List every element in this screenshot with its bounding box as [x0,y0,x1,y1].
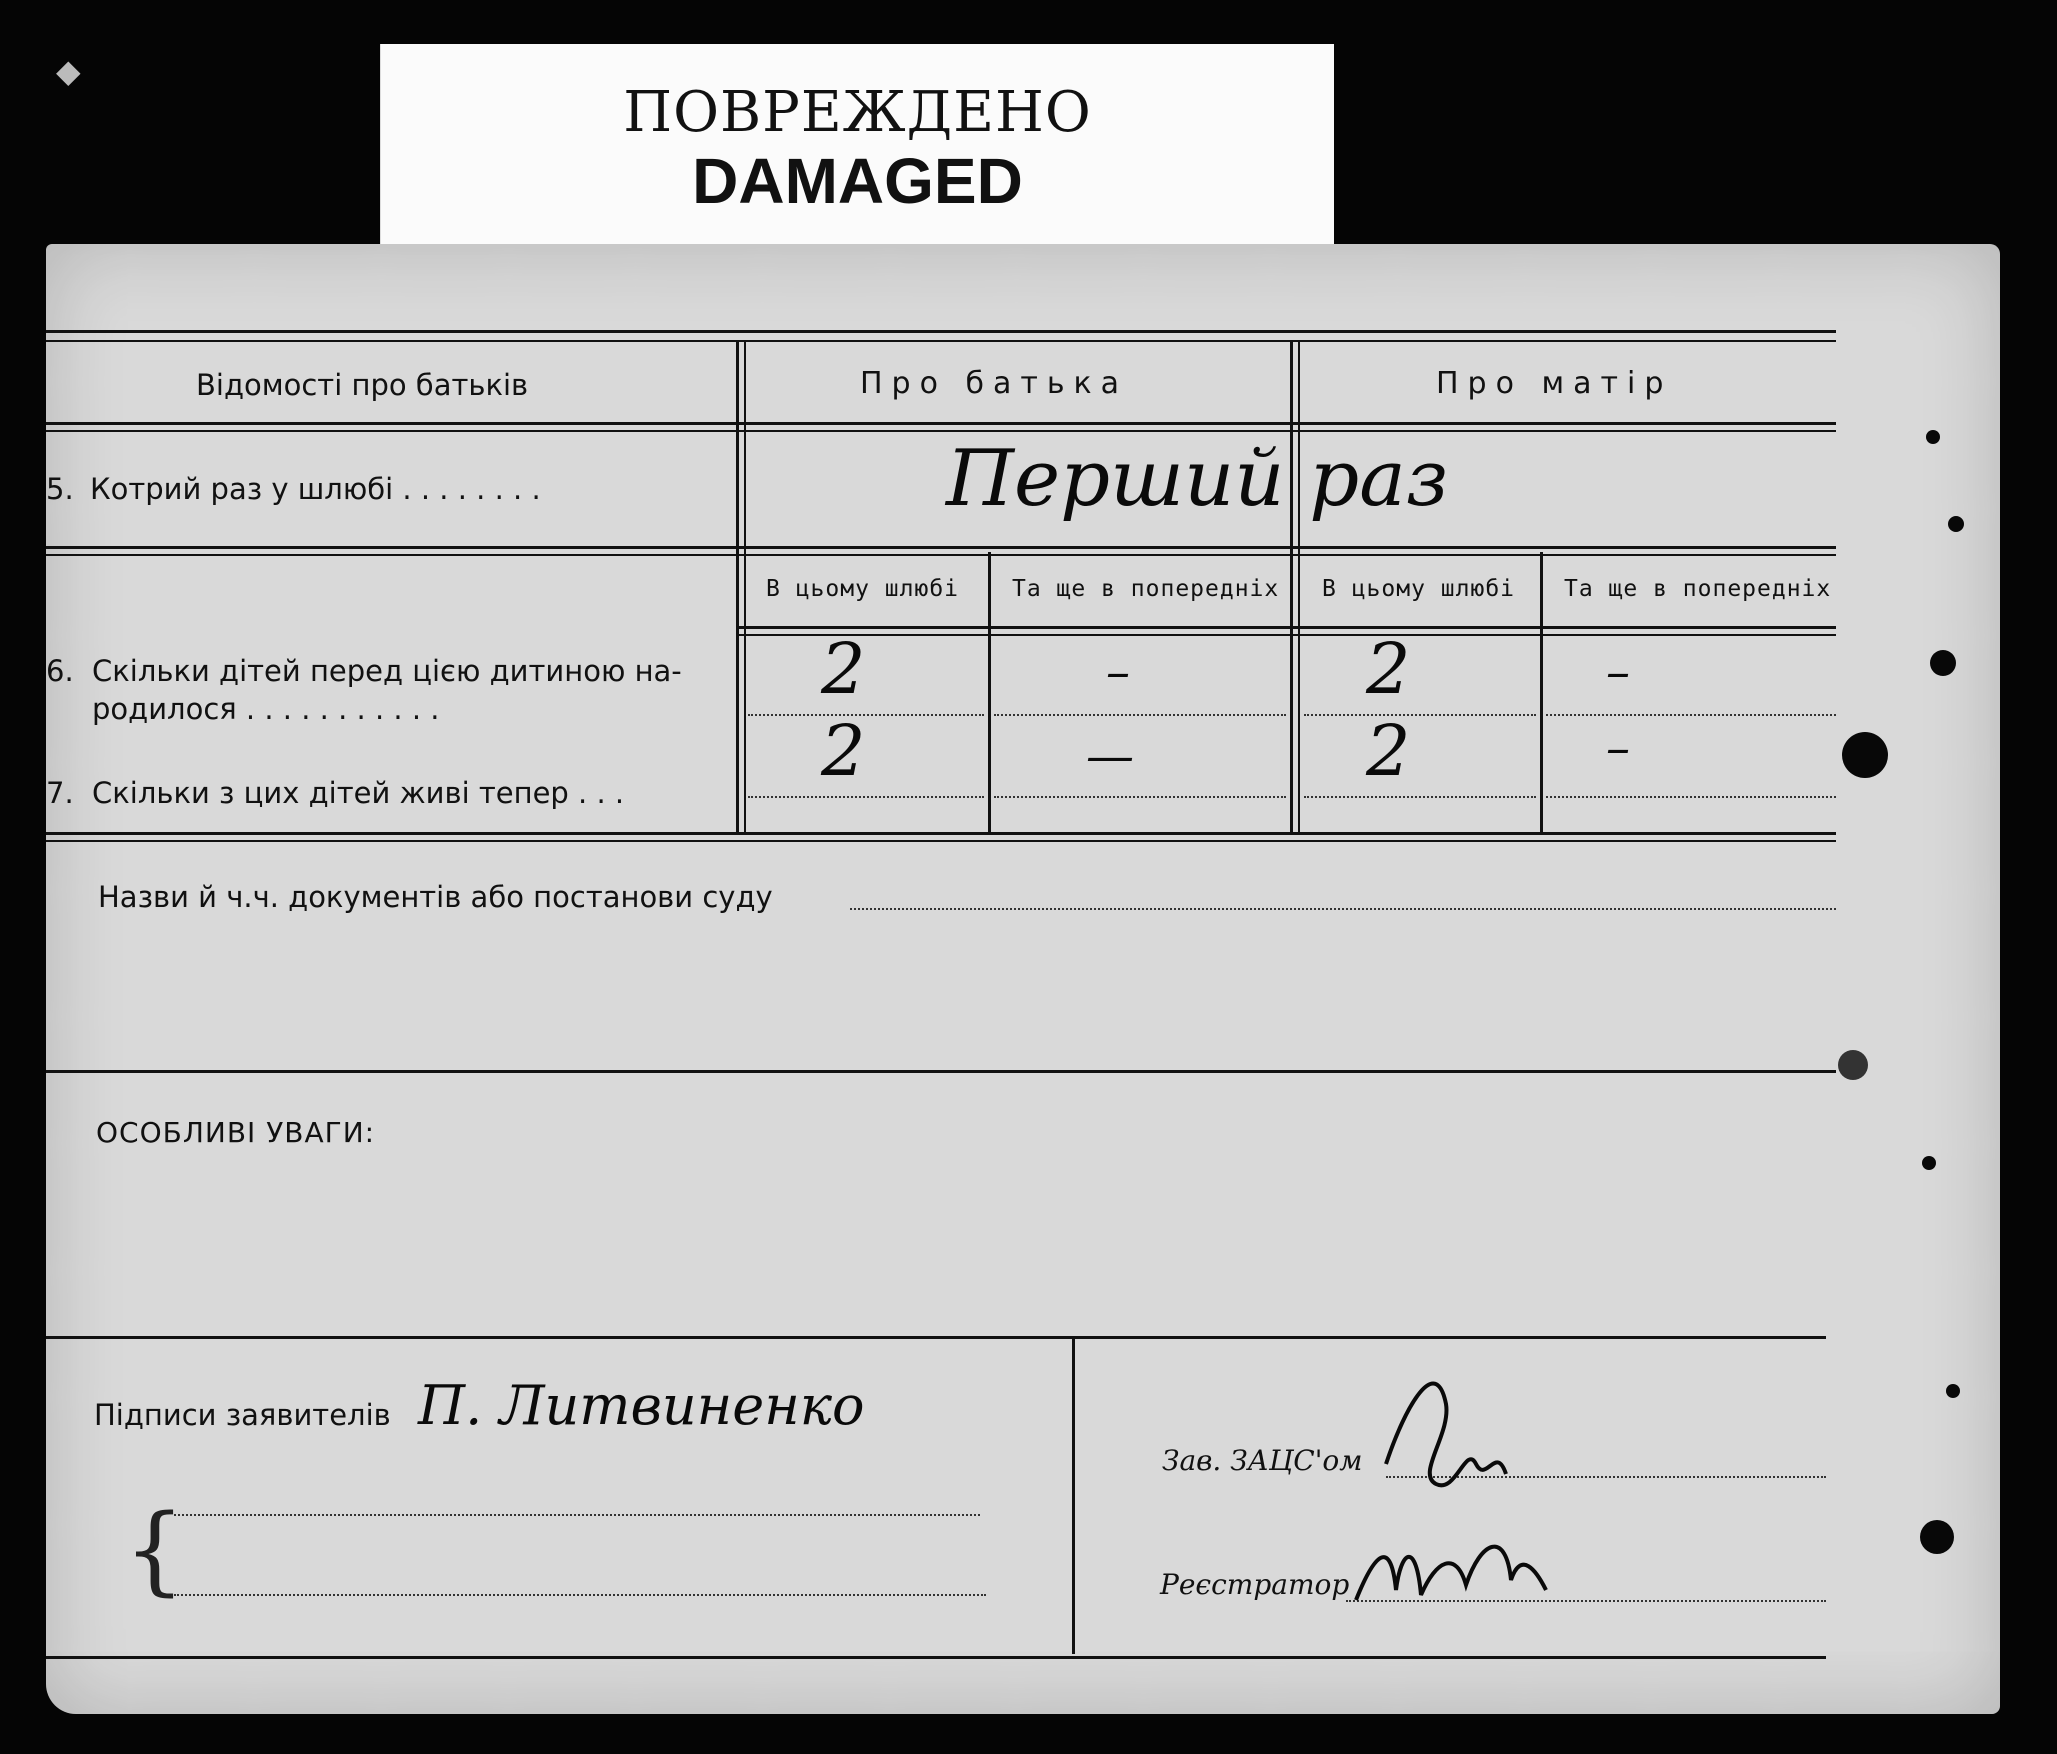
documents-label: Назви й ч.ч. документів або постанови суду [98,880,773,914]
row6-father-this-dotline [748,714,984,716]
head-signature-icon [1346,1324,1536,1524]
binding-hole [1922,1156,1936,1170]
header-father: Про батька [860,366,1129,401]
table-bottom-rule-2 [46,840,1836,842]
binding-hole [1926,430,1940,444]
row5-number: 5. [46,472,74,506]
row7-mother-prev-dotline [1546,796,1836,798]
row6-label-line2: родилося . . . . . . . . . . . [92,692,440,726]
col-divider-label-2 [744,340,746,834]
row6-mother-this: 2 [1366,628,1411,710]
binding-hole [1930,650,1956,676]
subheader-bottom-rule-2 [736,634,1836,636]
row6-mother-prev-dotline [1546,714,1836,716]
row6-father-prev-dotline [994,714,1286,716]
subheader-father-prev: Та ще в попередніх [1012,576,1280,602]
remarks-label: ОСОБЛИВІ УВАГИ: [96,1116,376,1149]
applicant-brace-icon: { [124,1494,186,1606]
applicant-dotline-1 [174,1514,980,1516]
subheader-bottom-rule [736,626,1836,629]
binding-hole [1920,1520,1954,1554]
row7-label: Скільки з цих дітей живі тепер . . . [92,776,625,810]
documents-dotline [850,908,1836,910]
damaged-label-en: DAMAGED [692,145,1023,217]
col-divider-label [736,340,739,834]
binding-hole [1838,1050,1868,1080]
subheader-father-this: В цьому шлюбі [766,576,960,602]
head-label: Зав. ЗАЦС'ом [1162,1444,1363,1477]
row7-mother-prev: – [1606,720,1630,776]
header-mother: Про матір [1436,366,1673,401]
top-rule [46,330,1836,333]
row6-father-prev: – [1106,644,1130,700]
header-bottom-rule-2 [46,430,1836,432]
col-divider-mother-sub [1540,552,1543,834]
form-card [46,244,2000,1714]
row7-father-this: 2 [821,710,866,792]
binding-hole [1842,732,1888,778]
applicants-label: Підписи заявителів [94,1398,391,1432]
row5-bottom-rule [46,546,1836,549]
corner-mark-icon: ◆ [56,52,81,90]
row5-bottom-rule-2 [46,554,1836,556]
registrar-signature-icon [1346,1510,1606,1630]
col-divider-father-sub [988,552,991,834]
applicant-signature: П. Литвиненко [418,1374,865,1437]
documents-bottom-rule [46,1070,1836,1073]
row7-mother-this-dotline [1304,796,1536,798]
damaged-label-ru: ПОВРЕЖДЕНО [623,80,1092,145]
row7-mother-this: 2 [1366,710,1411,792]
row6-mother-this-dotline [1304,714,1536,716]
header-bottom-rule [46,422,1836,425]
subheader-mother-prev: Та ще в попередніх [1564,576,1832,602]
row6-mother-prev: – [1606,644,1630,700]
row7-father-prev-dotline [994,796,1286,798]
registrar-label: Реєстратор [1160,1568,1350,1601]
row5-label: Котрий раз у шлюбі . . . . . . . . [90,472,541,506]
col-divider-father-mother-2 [1298,340,1300,834]
row7-father-prev: — [1086,728,1134,784]
row7-number: 7. [46,776,74,810]
signature-divider [1072,1338,1075,1654]
remarks-bottom-rule [46,1336,1826,1339]
header-parents-info: Відомості про батьків [196,368,529,402]
col-divider-father-mother [1290,340,1293,834]
damaged-label [380,44,1334,258]
binding-hole [1948,516,1964,532]
binding-hole [1946,1384,1960,1398]
row6-number: 6. [46,654,74,688]
row7-father-this-dotline [748,796,984,798]
row6-father-this: 2 [821,628,866,710]
card-bottom-rule [46,1656,1826,1659]
top-rule-2 [46,340,1836,342]
row5-handwritten-answer: Перший раз [946,434,1449,524]
table-bottom-rule [46,832,1836,835]
subheader-mother-this: В цьому шлюбі [1322,576,1516,602]
applicant-dotline-2 [174,1594,986,1596]
row6-label-line1: Скільки дітей перед цією дитиною на- [92,654,682,688]
